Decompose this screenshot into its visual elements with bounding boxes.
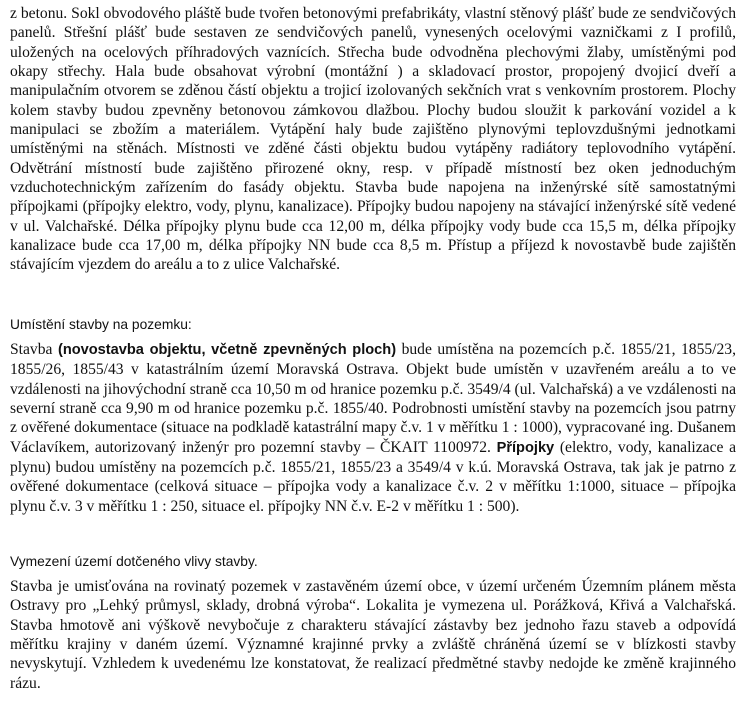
vymezeni-paragraph: Stavba je umisťována na rovinatý pozemek v zastavěném území obce, v území určeném Územním plánem města Ostravy pro „Lehký průmysl, sklady, drobná výroba“. Lokalita je vymezena ul. Porážková, Křivá a Valchařská. Stavba hmotově ani výškově nevybočuje z charakteru stávající zástavby bez jednoho řazu staveb a odpovídá měřítku krajiny v daném území. Významné krajinné prvky a zvláště chráněná území se v blízkosti stavby nevyskytují. Vzhledem k uvedenému lze konstatovat, že realizací předmětné stavby nedojde ke změně krajinného rázu. [10, 577, 736, 692]
umisteni-text-1: Stavba [10, 340, 58, 358]
umisteni-text-2: bude umístěna na pozemcích p.č. 1855/21, 1855/23, 1855/26, 1855/43 v katastrálním území Moravská Ostrava. Objekt bude umístěn v uzavřeném areálu a to ve vzdálenosti na jihovýchodní straně cca 10,50 m od hranice pozemku p.č. 3549/4 (ul. Valchařská) a ve vzdálenosti na severní straně cca 9,90 m od hranice pozemku p.č. 1855/40. Podrobnosti umístění stavby na pozemcích jsou patrny z ověřené dokumentace (situace na podkladě katastrální mapy č.v. 1 v měřítku 1 : 1000), vypracované ing. Dušanem Václavíkem, autorizovaný inženýr pro pozemní stavby – ČKAIT 1100972. [10, 340, 737, 456]
umisteni-bold-pripojky: Přípojky [496, 439, 555, 456]
umisteni-bold-novostavba: (novostavba objektu, včetně zpevněných ploch) [57, 341, 397, 358]
intro-paragraph: z betonu. Sokl obvodového pláště bude tvořen betonovými prefabrikáty, vlastní stěnový plášť bude ze sendvičových panelů. Střešní plášť bude sestaven ze sendvičových panelů, vynesených ocelovými vazničkami z I profilů, uložených na ocelových příhradových vaznících. Střecha bude odvodněna plechovými žlaby, umístěnými pod okapy střechy. Hala bude obsahovat výrobní (montážní ) a skladovací prostor, propojený dvojicí dveří a manipulačním otvorem se zděnou částí objektu a trojicí izolovaných sekčních vrat s venkovním prostorem. Plochy kolem stavby budou zpevněny betonovou zámkovou dlažbou. Plochy budou sloužit k parkování vozidel a k manipulaci se zbožím a materiálem. Vytápění haly bude zajištěno plynovými teplovzdušnými jednotkami umístěnými na stěnách. Místnosti ve zděné části objektu budou vytápěny radiátory teplovodního vytápění. Odvětrání místností bude zajištěno přirozené okny, resp. v případě místností bez oken jednoduchým vzduchotechnickým zařízením do fasády objektu. Stavba bude napojena na inženýrské sítě samostatnými přípojkami (přípojky elektro, vody, plynu, kanalizace). Přípojky budou napojeny na stávající inženýrské sítě vedené v ul. Valchařské. Délka přípojky plynu bude cca 12,00 m, délka přípojky vody bude cca 15,5 m, délka přípojky kanalizace bude cca 17,00 m, délka přípojky NN bude cca 8,5 m. Přístup a příjezd k novostavbě bude zajištěn stávajícím vjezdem do areálu a to z ulice Valchařské. [10, 5, 736, 274]
section-heading-vymezeni: Vymezení území dotčeného vlivy stavby. [10, 553, 258, 569]
umisteni-text-3: (elektro, vody, kanalizace a plynu) budou umístěny na pozemcích p.č. 1855/21, 1855/23 a 3549/4 v k.ú. Moravská Ostrava, tak jak je patrno z ověřené dokumentace (celková situace – přípojka vody a kanalizace č.v. 2 v měřítku 1:1000, situace – přípojka plynu č.v. 3 v měřítku 1 : 250, situace el. přípojky NN č.v. E-2 v měřítku 1 : 500). [10, 438, 736, 515]
section-heading-umisteni: Umístění stavby na pozemku: [10, 316, 192, 332]
umisteni-paragraph [10, 340, 736, 516]
